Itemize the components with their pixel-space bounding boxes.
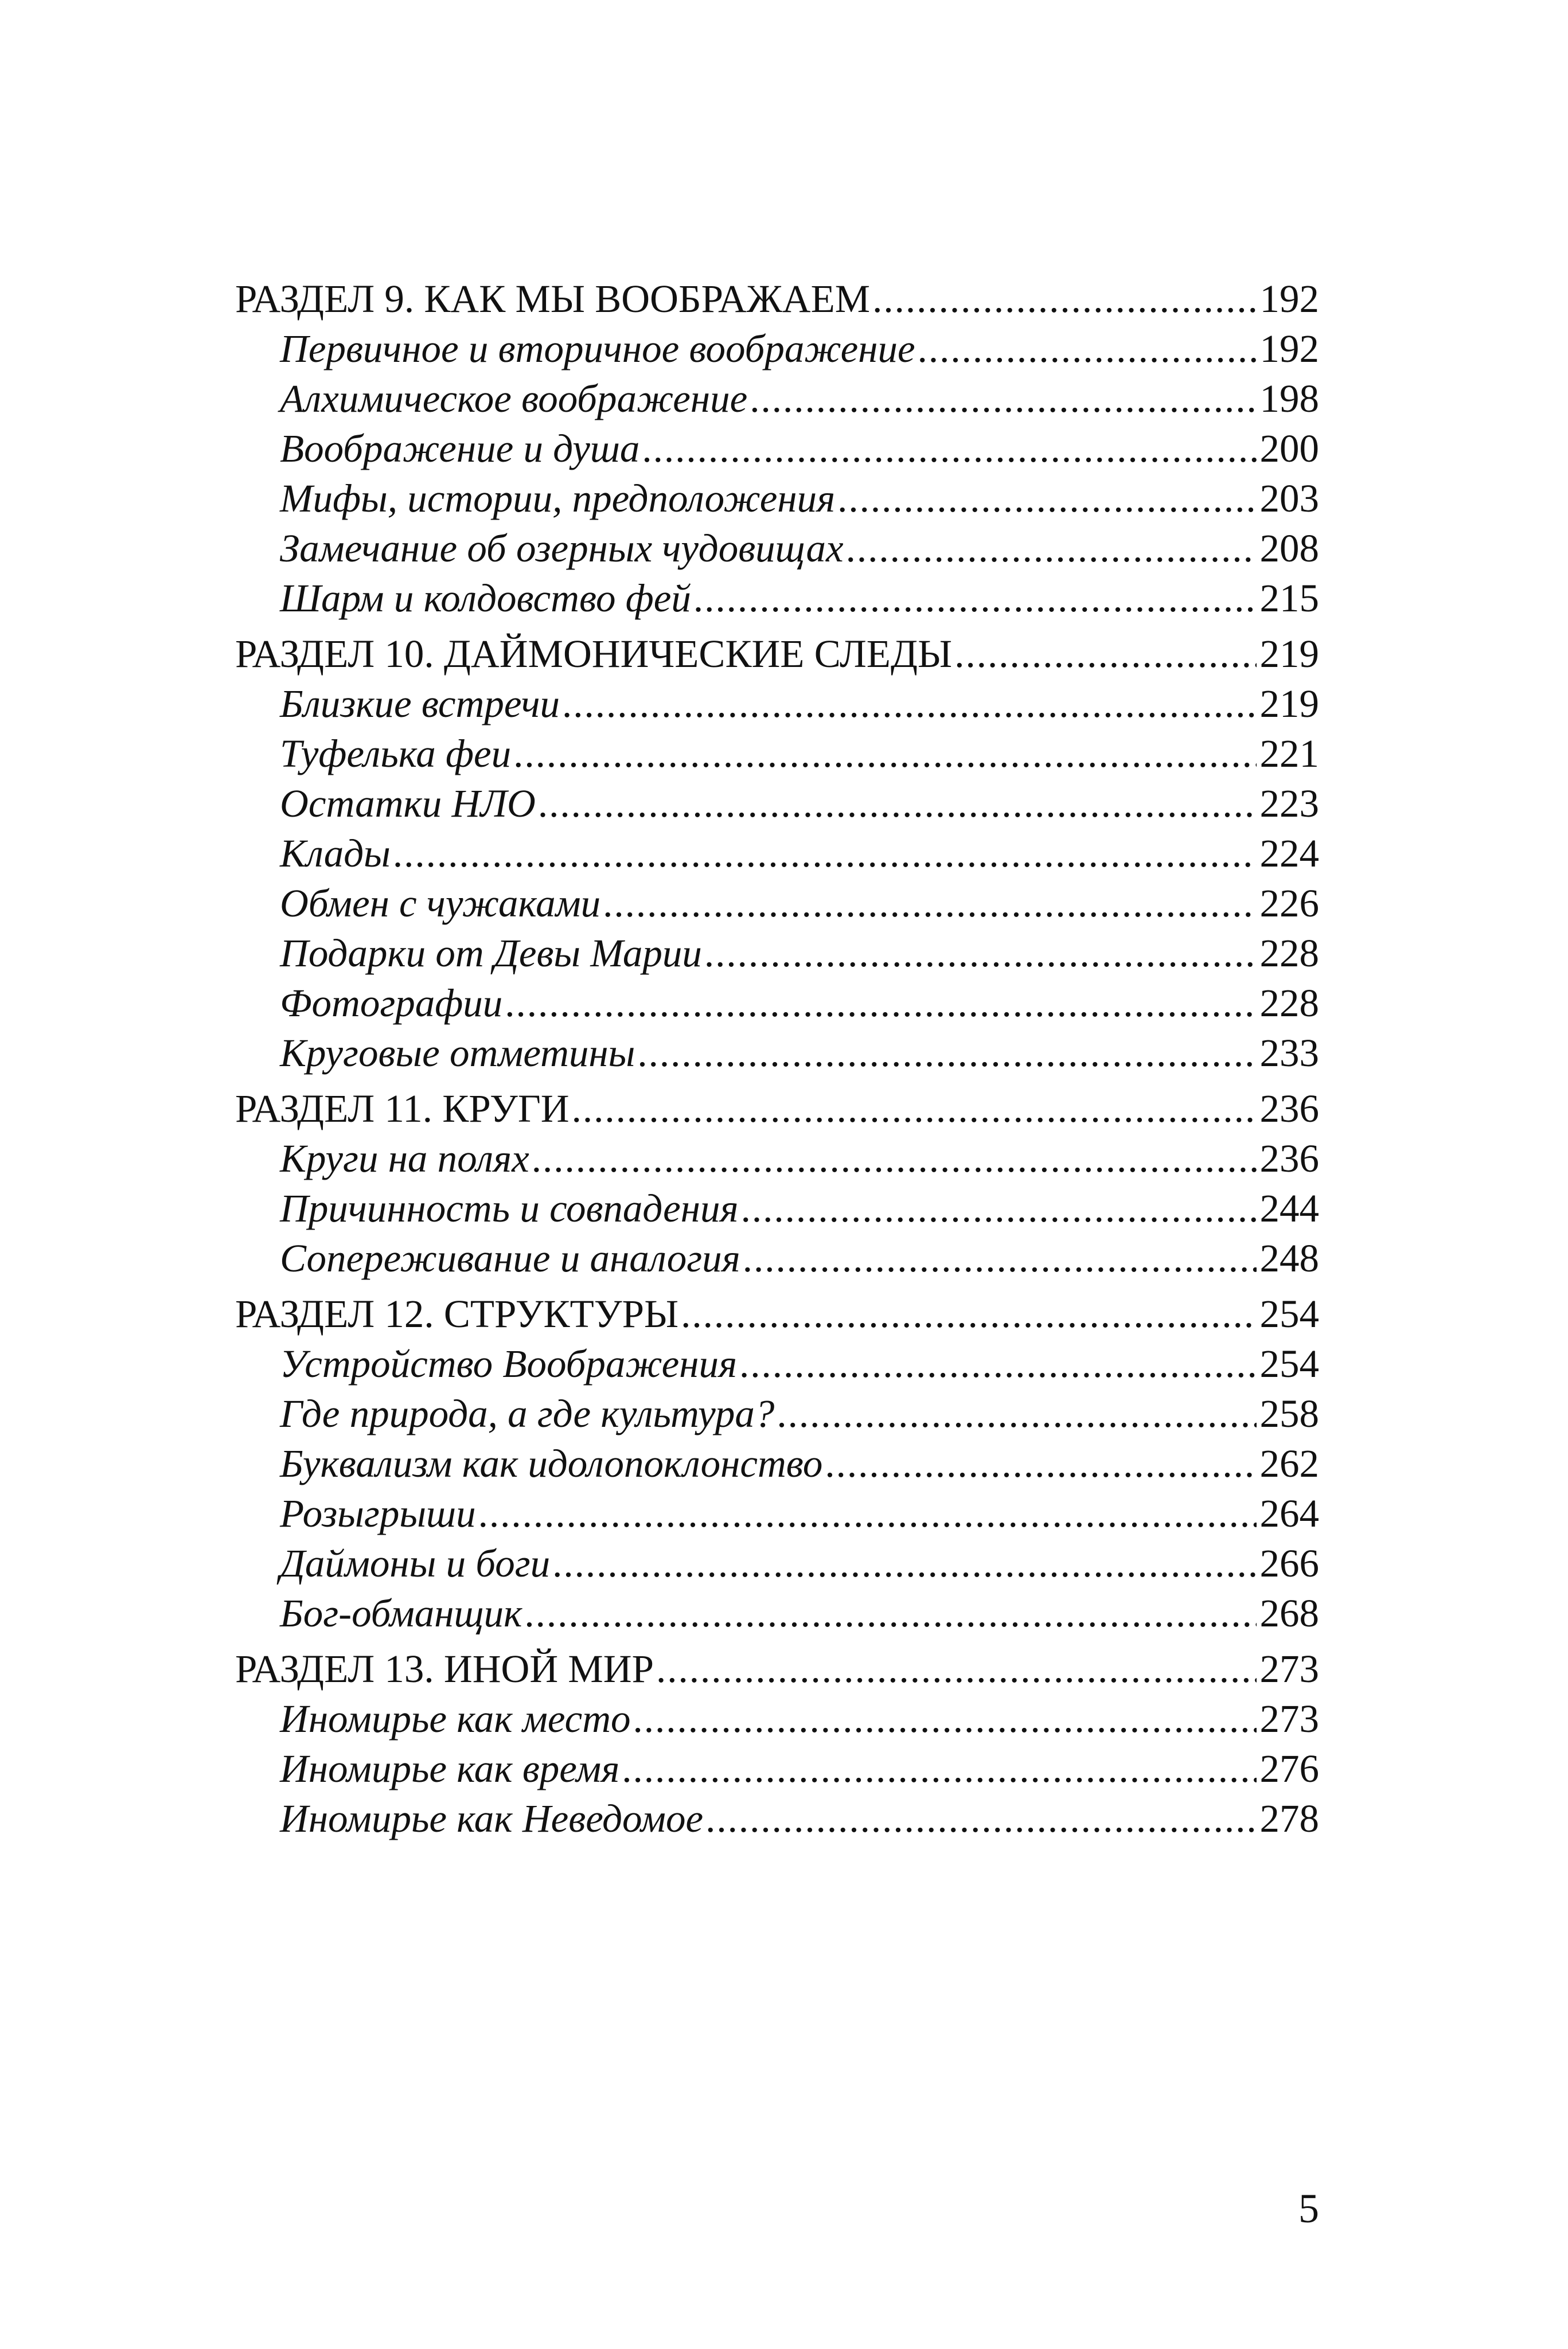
toc-entry	[235, 1184, 1319, 1234]
dot-leader	[603, 879, 1256, 928]
entry-title: Алхимическое воображение	[280, 377, 748, 420]
entry-page: 266	[1259, 1542, 1319, 1585]
entry-title: Иномирье как время	[280, 1747, 620, 1790]
toc-entry	[235, 1539, 1319, 1589]
dot-leader	[846, 524, 1257, 573]
toc-section-heading	[235, 1644, 1319, 1694]
dot-leader	[552, 1539, 1256, 1589]
entry-title: Подарки от Девы Марии	[280, 931, 702, 975]
section-page: 219	[1259, 632, 1319, 676]
section-page: 236	[1259, 1087, 1319, 1130]
toc-section-heading	[235, 1084, 1319, 1134]
toc-entry	[235, 1439, 1319, 1489]
entry-title: Воображение и душа	[280, 427, 640, 470]
entry-title: Иномирье как место	[280, 1697, 631, 1741]
dot-leader	[642, 424, 1256, 474]
entry-page: 200	[1259, 427, 1319, 470]
entry-page: 219	[1259, 682, 1319, 725]
entry-page: 203	[1259, 477, 1319, 520]
toc-entry	[235, 1589, 1319, 1638]
toc-entry	[235, 1744, 1319, 1794]
entry-title: Причинность и совпадения	[280, 1187, 739, 1230]
dot-leader	[954, 629, 1256, 679]
toc-entry	[235, 729, 1319, 779]
entry-title: Даймоны и боги	[280, 1542, 551, 1585]
toc-entry	[235, 1339, 1319, 1389]
dot-leader	[513, 729, 1256, 779]
toc-entry	[235, 573, 1319, 623]
section-title: РАЗДЕЛ 12. СТРУКТУРЫ	[235, 1292, 679, 1336]
toc-entry	[235, 424, 1319, 474]
entry-title: Первичное и вторичное воображение	[280, 327, 915, 370]
toc-entry	[235, 879, 1319, 928]
entry-title: Обмен с чужаками	[280, 881, 601, 925]
toc-section-heading	[235, 274, 1319, 324]
dot-leader	[777, 1389, 1256, 1439]
entry-title: Фотографии	[280, 981, 503, 1025]
entry-title: Близкие встречи	[280, 682, 560, 725]
dot-leader	[622, 1744, 1256, 1794]
entry-title: Сопереживание и аналогия	[280, 1236, 740, 1280]
dot-leader	[918, 324, 1257, 374]
dot-leader	[524, 1589, 1256, 1638]
entry-page: 233	[1259, 1031, 1319, 1075]
entry-page: 278	[1259, 1797, 1319, 1840]
dot-leader	[478, 1489, 1257, 1539]
dot-leader	[872, 274, 1256, 324]
toc-entry	[235, 474, 1319, 524]
dot-leader	[750, 374, 1256, 424]
entry-title: Розыгрыши	[280, 1492, 476, 1535]
toc-entry	[235, 679, 1319, 729]
table-of-contents	[235, 274, 1319, 1844]
toc-entry	[235, 1794, 1319, 1844]
dot-leader	[693, 573, 1257, 623]
dot-leader	[532, 1134, 1257, 1184]
entry-page: 236	[1259, 1137, 1319, 1180]
dot-leader	[739, 1339, 1256, 1389]
entry-title: Иномирье как Неведомое	[280, 1797, 704, 1840]
dot-leader	[825, 1439, 1256, 1489]
section-page: 192	[1259, 277, 1319, 321]
toc-entry	[235, 374, 1319, 424]
entry-title: Где природа, а где культура?	[280, 1392, 775, 1435]
toc-section	[235, 274, 1319, 623]
toc-entry	[235, 829, 1319, 879]
toc-section-heading	[235, 1289, 1319, 1339]
entry-title: Туфелька феи	[280, 732, 512, 775]
entry-title: Круги на полях	[280, 1137, 529, 1180]
toc-entry	[235, 978, 1319, 1028]
dot-leader	[637, 1028, 1256, 1078]
toc-entry	[235, 324, 1319, 374]
toc-entry	[235, 1134, 1319, 1184]
dot-leader	[538, 779, 1257, 829]
dot-leader	[705, 1794, 1256, 1844]
toc-entry	[235, 1234, 1319, 1283]
entry-page: 215	[1259, 576, 1319, 620]
entry-page: 262	[1259, 1442, 1319, 1485]
entry-page: 248	[1259, 1236, 1319, 1280]
toc-entry	[235, 1489, 1319, 1539]
dot-leader	[393, 829, 1257, 879]
toc-entry	[235, 1389, 1319, 1439]
toc-section	[235, 1084, 1319, 1283]
section-title: РАЗДЕЛ 10. ДАЙМОНИЧЕСКИЕ СЛЕДЫ	[235, 632, 953, 676]
entry-title: Клады	[280, 832, 391, 875]
section-page: 254	[1259, 1292, 1319, 1336]
entry-page: 254	[1259, 1342, 1319, 1386]
entry-title: Круговые отметины	[280, 1031, 635, 1075]
entry-page: 224	[1259, 832, 1319, 875]
toc-entry	[235, 928, 1319, 978]
entry-page: 226	[1259, 881, 1319, 925]
entry-page: 198	[1259, 377, 1319, 420]
entry-page: 223	[1259, 782, 1319, 825]
entry-page: 208	[1259, 526, 1319, 570]
entry-title: Шарм и колдовство фей	[280, 576, 691, 620]
entry-page: 268	[1259, 1591, 1319, 1635]
dot-leader	[681, 1289, 1256, 1339]
entry-page: 276	[1259, 1747, 1319, 1790]
entry-page: 192	[1259, 327, 1319, 370]
toc-entry	[235, 779, 1319, 829]
dot-leader	[656, 1644, 1257, 1694]
entry-page: 258	[1259, 1392, 1319, 1435]
toc-entry	[235, 1694, 1319, 1744]
entry-page: 228	[1259, 931, 1319, 975]
entry-title: Замечание об озерных чудовищах	[280, 526, 844, 570]
entry-title: Мифы, истории, предположения	[280, 477, 836, 520]
dot-leader	[562, 679, 1257, 729]
toc-section-heading	[235, 629, 1319, 679]
toc-entry	[235, 1028, 1319, 1078]
section-title: РАЗДЕЛ 9. КАК МЫ ВООБРАЖАЕМ	[235, 277, 871, 321]
entry-page: 273	[1259, 1697, 1319, 1741]
section-page: 273	[1259, 1647, 1319, 1691]
dot-leader	[505, 978, 1256, 1028]
toc-section	[235, 1644, 1319, 1844]
toc-entry	[235, 524, 1319, 573]
dot-leader	[633, 1694, 1257, 1744]
section-title: РАЗДЕЛ 13. ИНОЙ МИР	[235, 1647, 654, 1691]
entry-title: Устройство Воображения	[280, 1342, 738, 1386]
entry-page: 228	[1259, 981, 1319, 1025]
entry-title: Бог-обманщик	[280, 1591, 522, 1635]
toc-section	[235, 629, 1319, 1078]
dot-leader	[572, 1084, 1257, 1134]
dot-leader	[837, 474, 1256, 524]
entry-title: Буквализм как идолопоклонство	[280, 1442, 823, 1485]
dot-leader	[741, 1184, 1257, 1234]
dot-leader	[704, 928, 1257, 978]
entry-page: 244	[1259, 1187, 1319, 1230]
section-title: РАЗДЕЛ 11. КРУГИ	[235, 1087, 570, 1130]
page-number: 5	[1298, 2186, 1319, 2231]
toc-section	[235, 1289, 1319, 1638]
dot-leader	[743, 1234, 1257, 1283]
entry-page: 221	[1259, 732, 1319, 775]
entry-page: 264	[1259, 1492, 1319, 1535]
entry-title: Остатки НЛО	[280, 782, 536, 825]
